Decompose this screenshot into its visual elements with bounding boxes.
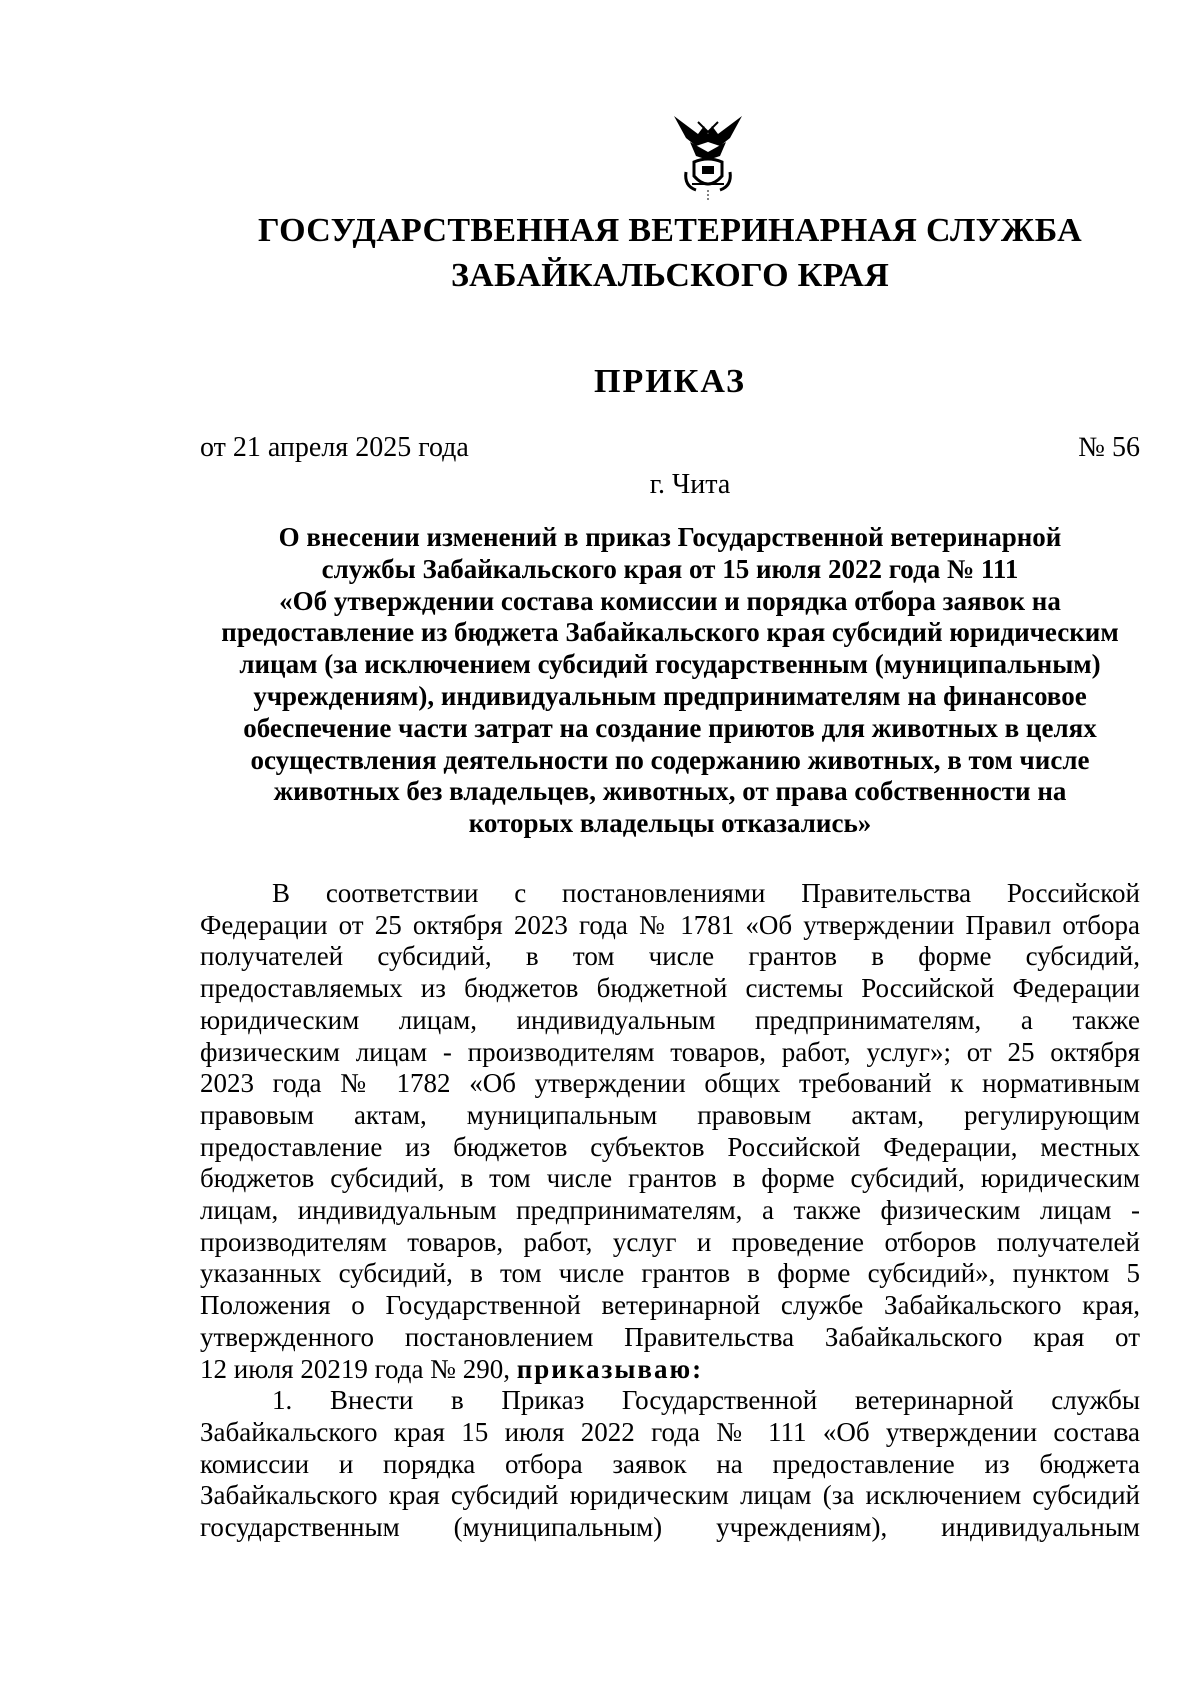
preamble-line: Положения о Государственной ветеринарной службе Забайкальского края, <box>200 1290 1140 1321</box>
document-body <box>200 878 1140 1544</box>
subject-line: которых владельцы отказались» <box>468 808 872 839</box>
preamble-line: 2023 года № 1782 «Об утверждении общих требований к нормативным <box>200 1068 1140 1099</box>
document-date: от 21 апреля 2025 года <box>200 432 469 463</box>
preamble-line: предоставление из бюджетов субъектов Российской Федерации, местных <box>200 1131 1140 1162</box>
preamble-line: физическим лицам - производителям товаров, работ, услуг»; от 25 октября <box>200 1036 1140 1067</box>
item-1-line: Забайкальского края 15 июля 2022 года № 111 «Об утверждении состава <box>200 1416 1140 1447</box>
subject-line: службы Забайкальского края от 15 июля 2022 года № 111 <box>321 553 1019 584</box>
item-1-line: Забайкальского края субсидий юридическим лицам (за исключением субсидий <box>200 1480 1140 1511</box>
organization-title <box>200 208 1140 298</box>
preamble-line: получателей субсидий, в том числе грантов в форме субсидий, <box>200 941 1140 972</box>
preamble-line: утвержденного постановлением Правительства Забайкальского края от <box>200 1321 1140 1352</box>
order-word: приказываю: <box>516 1353 704 1384</box>
subject-line: «Об утверждении состава комиссии и порядка отбора заявок на <box>279 585 1061 616</box>
item-1-line: государственным (муниципальным) учреждениям), индивидуальным <box>200 1512 1140 1543</box>
coat-of-arms-icon <box>668 112 748 202</box>
document-city: г. Чита <box>649 469 731 500</box>
preamble-line: Федерации от 25 октября 2023 года № 1781 «Об утверждении Правил отбора <box>200 909 1140 940</box>
preamble-line: юридическим лицам, индивидуальным предпринимателям, а также <box>200 1004 1140 1035</box>
item-1-line: комиссии и порядка отбора заявок на предоставление из бюджета <box>200 1448 1140 1479</box>
preamble-line: указанных субсидий, в том числе грантов в форме субсидий», пунктом 5 <box>200 1258 1140 1289</box>
item-1-line: 1. Внести в Приказ Государственной ветеринарной службы <box>272 1385 1140 1416</box>
preamble-final-text: 12 июля 20219 года № 290, <box>200 1353 517 1384</box>
organization-title-line-1: ГОСУДАРСТВЕННАЯ ВЕТЕРИНАРНАЯ СЛУЖБА <box>258 212 1082 249</box>
document-subject <box>200 522 1140 840</box>
organization-title-line-2: ЗАБАЙКАЛЬСКОГО КРАЯ <box>450 257 890 294</box>
preamble-line: предоставляемых из бюджетов бюджетной системы Российской Федерации <box>200 973 1140 1004</box>
subject-line: лицам (за исключением субсидий государственным (муниципальным) <box>239 649 1101 680</box>
preamble-line: В соответствии с постановлениями Правительства Российской <box>272 878 1140 908</box>
preamble-final-line <box>200 1354 1140 1386</box>
document-type-heading: ПРИКАЗ <box>594 363 746 400</box>
preamble-line: бюджетов субсидий, в том числе грантов в форме субсидий, юридическим <box>200 1163 1140 1194</box>
subject-line: осуществления деятельности по содержанию животных, в том числе <box>250 744 1090 775</box>
preamble-line: производителям товаров, работ, услуг и проведение отборов получателей <box>200 1226 1140 1257</box>
subject-line: предоставление из бюджета Забайкальского края субсидий юридическим <box>221 617 1119 648</box>
subject-line: обеспечение части затрат на создание приютов для животных в целях <box>243 712 1097 743</box>
subject-line: учреждениям), индивидуальным предпринимателям на финансовое <box>253 680 1087 711</box>
document-number: № 56 <box>1078 432 1140 463</box>
preamble-line: правовым актам, муниципальным правовым актам, регулирующим <box>200 1099 1140 1130</box>
subject-line: животных без владельцев, животных, от права собственности на <box>273 776 1067 807</box>
subject-line: О внесении изменений в приказ Государственной ветеринарной <box>278 522 1062 552</box>
preamble-line: лицам, индивидуальным предпринимателям, а также физическим лицам - <box>200 1195 1140 1226</box>
